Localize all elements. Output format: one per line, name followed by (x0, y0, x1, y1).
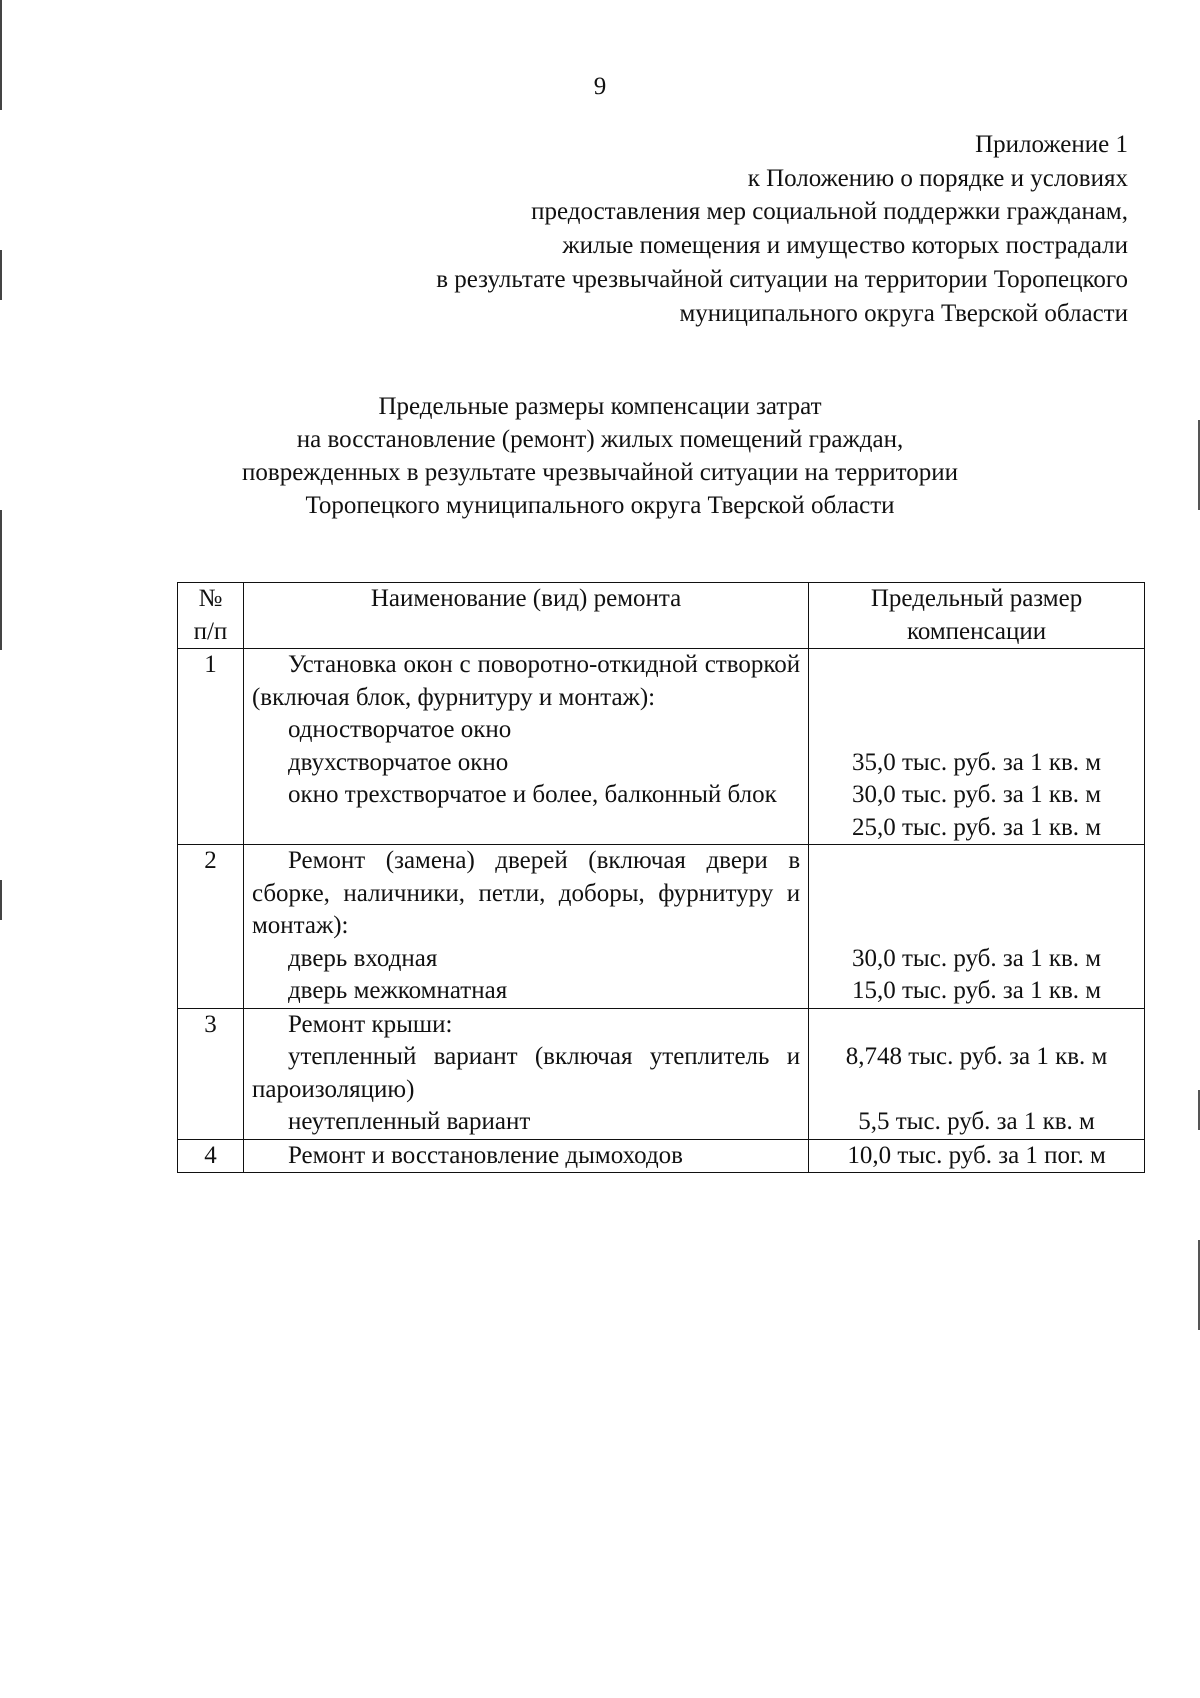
limit-value: 8,748 тыс. руб. за 1 кв. м (845, 1043, 1108, 1070)
scan-edge-mark (0, 880, 2, 920)
limit-value: 15,0 тыс. руб. за 1 кв. м (852, 977, 1102, 1004)
compensation-table (177, 582, 1145, 1173)
appendix-line: предоставления мер социальной поддержки гражданам, (531, 198, 1128, 226)
header-limit (809, 583, 1145, 649)
repair-item: дверь входная (287, 944, 438, 972)
header-limit-line: Предельный размер (870, 585, 1083, 612)
header-limit-line: компенсации (906, 617, 1047, 645)
page-number: 9 (593, 73, 607, 100)
repair-item: неутепленный вариант (287, 1108, 531, 1135)
table-row (178, 1139, 1145, 1173)
header-number-line: п/п (193, 617, 228, 645)
table-row (178, 1008, 1145, 1139)
title-line: Предельные размеры компенсации затрат (378, 393, 822, 420)
table-row (178, 845, 1145, 1009)
limit-spacer (817, 845, 1136, 943)
limit-spacer (817, 1074, 1136, 1107)
repair-item: дверь межкомнатная (287, 977, 508, 1004)
repair-name-cell (243, 1139, 808, 1173)
repair-name-cell (243, 845, 808, 1009)
repair-item: одностворчатое окно (287, 716, 512, 743)
appendix-line: муниципального округа Тверской области (679, 299, 1128, 327)
repair-intro: Ремонт и восстановление дымоходов (287, 1141, 683, 1169)
repair-intro: Ремонт (замена) дверей (включая двери в сборке, наличники, петли, доборы, фурнитуру и монтаж): (251, 847, 801, 939)
limit-cell (809, 1008, 1145, 1139)
header-repair-name: Наименование (вид) ремонта (243, 583, 808, 649)
title-line: Торопецкого муниципального округа Тверской области (305, 492, 895, 519)
limit-value: 5,5 тыс. руб. за 1 кв. м (858, 1108, 1095, 1135)
limit-value: 10,0 тыс. руб. за 1 пог. м (847, 1141, 1106, 1169)
limit-spacer (817, 649, 1136, 747)
title-line: на восстановление (ремонт) жилых помещений граждан, (296, 426, 904, 453)
limit-value: 30,0 тыс. руб. за 1 кв. м (852, 944, 1102, 972)
scan-edge-mark (0, 510, 2, 650)
limit-cell (809, 649, 1145, 845)
row-number: 4 (178, 1139, 244, 1173)
limit-cell (809, 845, 1145, 1009)
repair-intro: Установка окон с поворотно-откидной створкой (включая блок, фурнитуру и монтаж): (251, 651, 801, 711)
appendix-line: Приложение 1 (975, 131, 1128, 158)
appendix-line: к Положению о порядке и условиях (747, 164, 1128, 192)
repair-item: окно трехстворчатое и более, балконный блок (287, 781, 777, 808)
limit-value: 25,0 тыс. руб. за 1 кв. м (852, 813, 1102, 841)
repair-item: двухстворчатое окно (287, 748, 509, 776)
row-number: 3 (178, 1008, 244, 1139)
limit-value: 35,0 тыс. руб. за 1 кв. м (852, 748, 1102, 776)
appendix-line: жилые помещения и имущество которых пострадали (562, 232, 1128, 260)
repair-name-cell (243, 649, 808, 845)
scan-edge-mark (0, 250, 2, 300)
limit-value: 30,0 тыс. руб. за 1 кв. м (852, 781, 1102, 808)
row-number: 1 (178, 649, 244, 845)
document-title (0, 390, 1200, 522)
limit-cell (809, 1139, 1145, 1173)
table-row (178, 649, 1145, 845)
title-line: поврежденных в результате чрезвычайной ситуации на территории (242, 459, 958, 486)
header-number (178, 583, 244, 649)
repair-intro: Ремонт крыши: (287, 1010, 453, 1038)
appendix-header (228, 128, 1128, 330)
table-header-row (178, 583, 1145, 649)
repair-name-cell (243, 1008, 808, 1139)
limit-spacer (817, 1009, 1136, 1042)
appendix-line: в результате чрезвычайной ситуации на территории Торопецкого (436, 265, 1128, 293)
header-number-line: № (198, 585, 223, 612)
repair-item: утепленный вариант (включая утеплитель и пароизоляцию) (251, 1043, 801, 1103)
row-number: 2 (178, 845, 244, 1009)
